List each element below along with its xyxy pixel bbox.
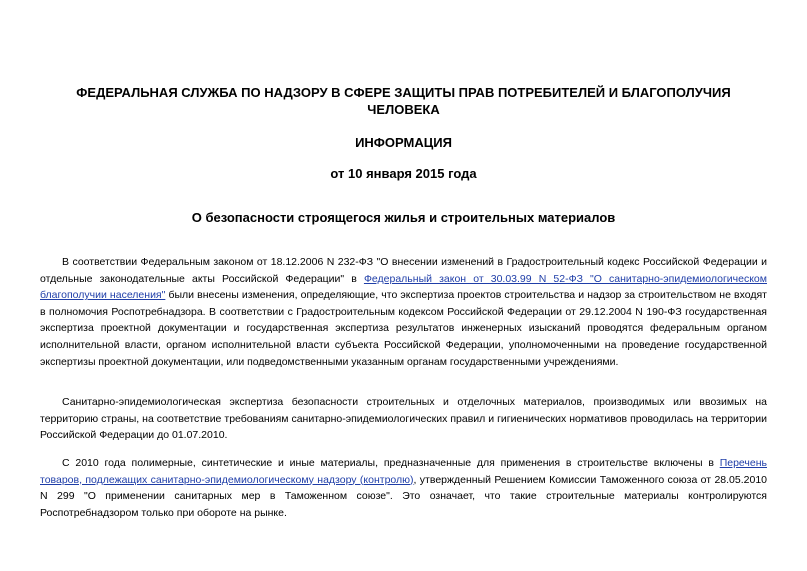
paragraph-3 (40, 455, 767, 521)
federal-law-52-fz-link[interactable]: Федеральный закон от 30.03.99 N 52-ФЗ "О санитарно-эпидемиологическом благополучии населения" (40, 272, 767, 302)
paragraph-2: Санитарно-эпидемиологическая экспертиза безопасности строительных и отделочных материалов, производимых или ввозимых на территорию страны, на соответствие требованиям санитарно-эпидемиологических правил и гигиенических нормативов проводилась на территории Российской Федерации до 01.07.2010. (40, 396, 767, 442)
document-subject: О безопасности строящегося жилья и строительных материалов (191, 210, 616, 225)
paragraph-1-text-start: В соответствии Федеральным законом от 18.12.2006 N 232-ФЗ "О внесении изменений в Градостроительный кодекс Российской Федерации и отдельные законодательные акты Российской Федерации" в (40, 256, 767, 285)
document-date: от 10 января 2015 года (330, 166, 477, 181)
paragraph-1-text-end: были внесены изменения, определяющие, что экспертиза проектов строительства и надзор за строительством не входят в полномочия Роспотребнадзора. В соответствии с Градостроительным кодексом Российской Федерации от 29.12.2004 N 190-ФЗ государственная экспертиза проектной документации и государственная экспертиза результатов инженерных изысканий проводятся федеральным органом исполнительной власти, органом исполнительной власти субъекта Российской Федерации, уполномоченными на проведение государственной экспертизы проектной документации, или подведомственными указанным органам государственными учреждениями. (40, 289, 767, 368)
paragraph-1 (40, 254, 767, 370)
goods-list-link[interactable]: Перечень товаров, подлежащих санитарно-эпидемиологическому надзору (контролю) (40, 457, 767, 486)
paragraph-3-text-end: , утвержденный Решением Комиссии Таможенного союза от 28.05.2010 N 299 "О применении санитарных мер в Таможенном союзе". Это означает, что такие строительные материалы контролируются Роспотребнадзором только при обороте на рынке. (40, 473, 767, 519)
document-type: ИНФОРМАЦИЯ (355, 135, 452, 150)
organization-title: ФЕДЕРАЛЬНАЯ СЛУЖБА ПО НАДЗОРУ В СФЕРЕ ЗАЩИТЫ ПРАВ ПОТРЕБИТЕЛЕЙ И БЛАГОПОЛУЧИЯ ЧЕЛОВЕКА (76, 85, 731, 117)
paragraph-3-text-start: С 2010 года полимерные, синтетические и иные материалы, предназначенные для применения в строительстве включены в (62, 457, 720, 469)
